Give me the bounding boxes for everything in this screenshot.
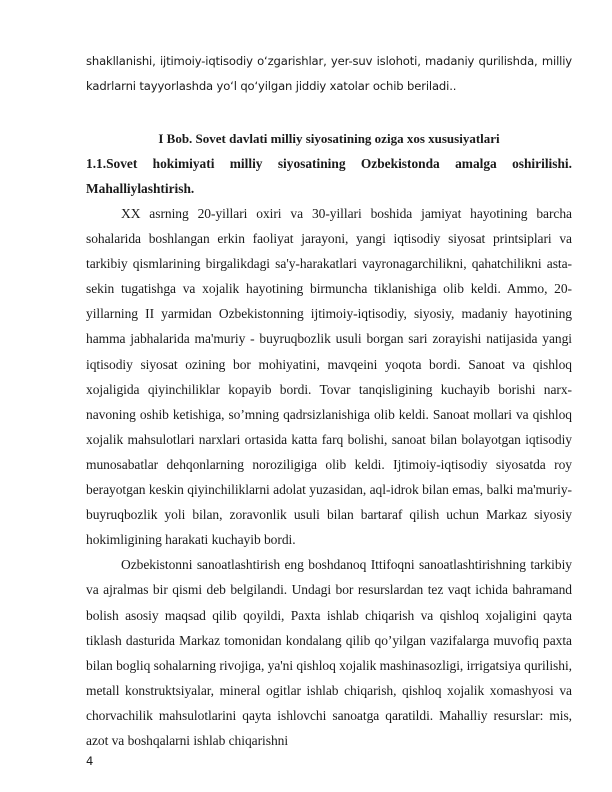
document-page bbox=[86, 49, 572, 753]
section-title bbox=[86, 151, 572, 201]
chapter-title: I Bob. Sovet davlati milliy siyosatining oziga xos xususiyatlari bbox=[158, 131, 500, 146]
section-title-line2: Mahalliylashtirish. bbox=[86, 181, 195, 196]
section-title-line1: 1.1.Sovet hokimiyati milliy siyosatining Ozbekistonda amalga oshirilishi. bbox=[86, 156, 572, 171]
intro-paragraph: shakllanishi, ijtimoiy-iqtisodiy o‘zgarishlar, yer-suv islohoti, madaniy qurilishda, milliy kadrlarni tayyorlashda yo‘l qo‘yilgan jiddiy xatolar ochib beriladi.. bbox=[86, 54, 572, 93]
paragraph-1: XX asrning 20-yillari oxiri va 30-yillari boshida jamiyat hayotining barcha sohalarida boshlangan erkin faoliyat jarayoni, yangi iqtisodiy siyosat printsiplari va tarkibiy qismlarining birgalikdagi sa'y-harakatlari vayronagarchilikni, qahatchilikni asta-sekin tugatishga va xojalik hayotining birmuncha tiklanishiga olib keldi. Ammo, 20-yillarning II yarmidan Ozbekistonning ijtimoiy-iqtisodiy, siyosiy, madaniy hayotining hamma jabhalarida ma'muriy - buyruqbozlik usuli borgan sari zorayishi natijasida yangi iqtisodiy siyosat ozining bor mohiyatini, mavqeini yoqota bordi. Sanoat va qishloq xojaligida qiyinchiliklar kopayib bordi. Tovar tanqisligining kuchayib borishi narx-navoning oshib ketishiga, so’mning qadrsizlanishiga olib keldi. Sanoat mollari va qishloq xojalik mahsulotlari narxlari ortasida katta farq bolishi, sanoat bilan bolayotgan iqtisodiy munosabatlar dehqonlarning noroziligiga olib keldi. Ijtimoiy-iqtisodiy siyosatda roy berayotgan keskin qiyinchiliklarni adolat yuzasidan, aql-idrok bilan emas, balki ma'muriy-buyruqbozlik yoli bilan, zoravonlik usuli bilan bartaraf qilish uchun Markaz siyosiy hokimligining harakati kuchayib bordi. bbox=[86, 206, 572, 548]
paragraph-2: Ozbekistonni sanoatlashtirish eng boshdanoq Ittifoqni sanoatlashtirishning tarkibiy va ajralmas bir qismi deb belgilandi. Undagi bor resurslardan tez vaqt ichida bahramand bolish asosiy maqsad qilib qoyildi, Paxta ishlab chiqarish va qishloq xojaligini qayta tiklash dasturida Markaz tomonidan kondalang qilib qo’yilgan vazifalarga muvofiq paxta bilan bogliq sohalarning rivojiga, ya'ni qishloq xojalik mashinasozligi, irrigatsiya qurilishi, metall konstruktsiyalar, mineral ogitlar ishlab chiqarish, qishloq xojalik xomashyosi va chorvachilik mahsulotlarini qayta ishlovchi sanoatga qaratildi. Mahalliy resurslar: mis, azot va boshqalarni ishlab chiqarishni bbox=[86, 557, 572, 748]
page-number: 4 bbox=[86, 754, 94, 768]
